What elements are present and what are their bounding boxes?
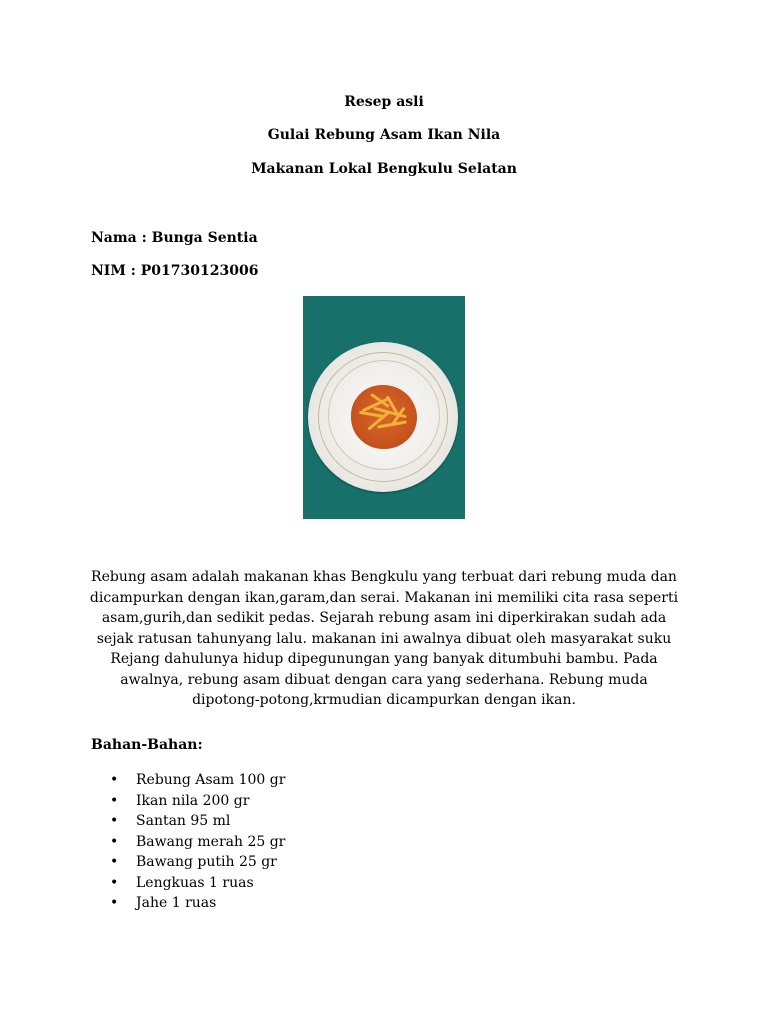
- list-item: [110, 811, 285, 832]
- list-item: [110, 852, 285, 873]
- ingredient-text: Ikan nila 200 gr: [136, 792, 250, 809]
- ingredient-text: Bawang merah 25 gr: [136, 833, 286, 850]
- bullet-icon: •: [110, 772, 119, 788]
- ingredients-list: [110, 770, 285, 914]
- bullet-icon: •: [110, 792, 119, 809]
- ingredient-text: Santan 95 ml: [136, 813, 231, 829]
- recipe-subtitle: Makanan Lokal Bengkulu Selatan: [251, 161, 517, 177]
- recipe-label: Resep asli: [344, 94, 424, 110]
- bullet-icon: •: [110, 854, 119, 870]
- list-item: [110, 893, 285, 914]
- bullet-icon: •: [110, 813, 119, 829]
- student-id: NIM : P01730123006: [91, 263, 259, 279]
- ingredient-text: Bawang putih 25 gr: [136, 854, 277, 870]
- ingredient-text: Jahe 1 ruas: [136, 895, 217, 911]
- list-item: [110, 873, 285, 894]
- bullet-icon: •: [110, 833, 119, 850]
- bowl: [328, 360, 440, 470]
- curry: [351, 385, 417, 449]
- bullet-icon: •: [110, 874, 119, 891]
- list-item: [110, 791, 285, 812]
- bullet-icon: •: [110, 895, 119, 911]
- description-paragraph: Rebung asam adalah makanan khas Bengkulu yang terbuat dari rebung muda dan dicampurkan dengan ikan,garam,dan serai. Makanan ini memiliki cita rasa seperti asam,gurih,dan sedikit pedas. Sejarah rebung asam ini diperkirakan sudah ada sejak ratusan tahunyang lalu. makanan ini awalnya dibuat oleh masyarakat suku Rejang dahulunya hidup dipegunungan yang banyak ditumbuhi bambu. Pada awalnya, rebung asam dibuat dengan cara yang sederhana. Rebung muda dipotong-potong,krmudian dicampurkan dengan ikan.: [89, 569, 679, 708]
- list-item: [110, 832, 285, 853]
- recipe-title: Gulai Rebung Asam Ikan Nila: [267, 127, 501, 143]
- ingredient-text: Rebung Asam 100 gr: [136, 772, 286, 788]
- ingredients-heading: Bahan-Bahan:: [91, 737, 203, 753]
- ingredient-text: Lengkuas 1 ruas: [136, 874, 254, 891]
- list-item: [110, 770, 285, 791]
- author-name: Nama : Bunga Sentia: [91, 230, 258, 246]
- food-photo: [303, 296, 465, 519]
- plate: [308, 342, 458, 492]
